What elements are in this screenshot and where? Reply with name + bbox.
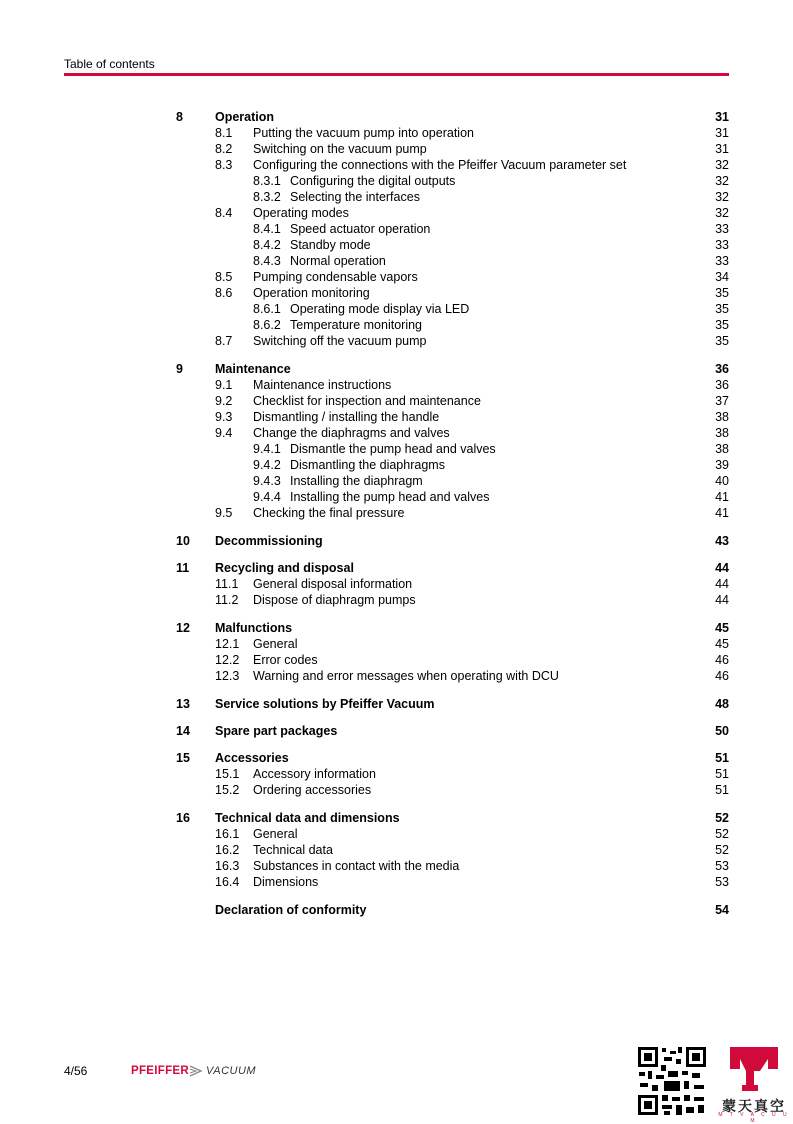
toc-page-number: 38 — [715, 442, 729, 456]
toc-number: 11.1 — [215, 577, 239, 591]
toc-section[interactable] — [0, 269, 793, 285]
toc-number: 8.3 — [215, 158, 233, 172]
toc-number: 8.5 — [215, 270, 233, 284]
toc-chapter[interactable] — [0, 533, 793, 549]
toc-subsection[interactable] — [0, 317, 793, 333]
toc-page-number: 38 — [715, 410, 729, 424]
toc-section[interactable] — [0, 766, 793, 782]
toc-page-number: 32 — [715, 174, 729, 188]
toc-section[interactable] — [0, 858, 793, 874]
toc-page-number: 31 — [715, 126, 729, 140]
toc-title: General — [253, 637, 298, 651]
toc-number: 9.4 — [215, 426, 233, 440]
toc-title: Configuring the digital outputs — [290, 174, 456, 188]
toc-chapter[interactable] — [0, 361, 793, 377]
toc-section[interactable] — [0, 826, 793, 842]
toc-number: 12.2 — [215, 653, 240, 667]
toc-page-number: 33 — [715, 238, 729, 252]
toc-title: Checklist for inspection and maintenance — [253, 394, 481, 408]
brand-suffix: VACUUM — [206, 1065, 257, 1077]
toc-subsection[interactable] — [0, 221, 793, 237]
toc-page-number: 44 — [715, 593, 729, 607]
toc-title: Dimensions — [253, 875, 319, 889]
toc-number: 8.7 — [215, 334, 233, 348]
toc-page-number: 36 — [715, 362, 729, 376]
toc-page-number: 45 — [715, 637, 729, 651]
toc-page-number: 32 — [715, 190, 729, 204]
toc-page-number: 38 — [715, 426, 729, 440]
toc-section[interactable] — [0, 668, 793, 684]
toc-section[interactable] — [0, 636, 793, 652]
toc-section[interactable] — [0, 842, 793, 858]
toc-title: Error codes — [253, 653, 318, 667]
mt-vacuum-name: 蒙天真空 — [722, 1098, 786, 1114]
toc-number: 16.3 — [215, 859, 240, 873]
toc-title: Technical data — [253, 843, 333, 857]
toc-title: Normal operation — [290, 254, 386, 268]
toc-title: Pumping condensable vapors — [253, 270, 418, 284]
toc-number: 12.1 — [215, 637, 240, 651]
toc-title: Spare part packages — [215, 724, 338, 738]
toc-title: Decommissioning — [215, 534, 323, 548]
pfeiffer-logo — [131, 1059, 256, 1083]
toc-page-number: 54 — [715, 903, 729, 917]
toc-chapter[interactable] — [0, 109, 793, 125]
toc-number: 12 — [176, 621, 190, 635]
toc-page-number: 50 — [715, 724, 729, 738]
toc-section[interactable] — [0, 425, 793, 441]
toc-title: General disposal information — [253, 577, 413, 591]
toc-page-number: 35 — [715, 318, 729, 332]
toc-subsection[interactable] — [0, 473, 793, 489]
toc-page-number: 31 — [715, 142, 729, 156]
toc-page-number: 32 — [715, 206, 729, 220]
toc-title: Standby mode — [290, 238, 371, 252]
qr-code-icon — [636, 1045, 708, 1117]
toc-title: Temperature monitoring — [290, 318, 423, 332]
toc-number: 9.4.3 — [253, 474, 281, 488]
toc-section[interactable] — [0, 505, 793, 521]
toc-section[interactable] — [0, 874, 793, 890]
toc-page-number: 45 — [715, 621, 729, 635]
toc-page-number: 52 — [715, 843, 729, 857]
toc-page-number: 51 — [715, 767, 729, 781]
toc-number: 16 — [176, 811, 190, 825]
toc-subsection[interactable] — [0, 457, 793, 473]
toc-title: Substances in contact with the media — [253, 859, 460, 873]
toc-title: Putting the vacuum pump into operation — [253, 126, 474, 140]
toc-title: Switching on the vacuum pump — [253, 142, 427, 156]
toc-title: Maintenance instructions — [253, 378, 392, 392]
toc-subsection[interactable] — [0, 189, 793, 205]
toc-number: 9.4.4 — [253, 490, 281, 504]
toc-number: 11.2 — [215, 593, 239, 607]
brand-name: PFEIFFER — [131, 1065, 189, 1077]
toc-page-number: 46 — [715, 653, 729, 667]
toc-title: Service solutions by Pfeiffer Vacuum — [215, 697, 435, 711]
toc-title: Installing the pump head and valves — [290, 490, 490, 504]
toc-page-number: 52 — [715, 811, 729, 825]
toc-title: Dismantle the pump head and valves — [290, 442, 496, 456]
toc-page-number: 43 — [715, 534, 729, 548]
toc-number: 16.2 — [215, 843, 240, 857]
toc-number: 8 — [176, 110, 183, 124]
toc-subsection[interactable] — [0, 441, 793, 457]
toc-number: 13 — [176, 697, 190, 711]
toc-chapter[interactable] — [0, 810, 793, 826]
toc-page-number: 41 — [715, 506, 729, 520]
toc-page-number: 44 — [715, 577, 729, 591]
toc-subsection[interactable] — [0, 173, 793, 189]
toc-title: Speed actuator operation — [290, 222, 431, 236]
toc-number: 8.6.1 — [253, 302, 281, 316]
toc-chapter[interactable] — [0, 560, 793, 576]
toc-page-number: 53 — [715, 859, 729, 873]
toc-number: 8.2 — [215, 142, 233, 156]
toc-chapter[interactable] — [0, 902, 793, 918]
toc-chapter[interactable] — [0, 723, 793, 739]
toc-page-number: 41 — [715, 490, 729, 504]
toc-page-number: 34 — [715, 270, 729, 284]
toc-title: Dismantling the diaphragms — [290, 458, 445, 472]
toc-number: 9 — [176, 362, 183, 376]
toc-title: Checking the final pressure — [253, 506, 405, 520]
toc-chapter[interactable] — [0, 696, 793, 712]
toc-number: 14 — [176, 724, 190, 738]
toc-page-number: 52 — [715, 827, 729, 841]
toc-title: Declaration of conformity — [215, 903, 367, 917]
toc-title: Accessory information — [253, 767, 376, 781]
toc-section[interactable] — [0, 652, 793, 668]
toc-number: 16.1 — [215, 827, 240, 841]
toc-number: 8.3.2 — [253, 190, 281, 204]
toc-page-number: 39 — [715, 458, 729, 472]
toc-section[interactable] — [0, 592, 793, 608]
toc-number: 9.2 — [215, 394, 233, 408]
toc-number: 15.1 — [215, 767, 240, 781]
toc-page-number: 35 — [715, 286, 729, 300]
mt-vacuum-subtitle: M T V A C U U M — [718, 1112, 790, 1124]
toc-section[interactable] — [0, 141, 793, 157]
toc-page-number: 36 — [715, 378, 729, 392]
toc-number: 8.4.1 — [253, 222, 281, 236]
toc-title: Maintenance — [215, 362, 291, 376]
toc-page-number: 33 — [715, 254, 729, 268]
toc-page-number: 32 — [715, 158, 729, 172]
toc-number: 8.3.1 — [253, 174, 281, 188]
toc-page-number: 44 — [715, 561, 729, 575]
toc-number: 16.4 — [215, 875, 240, 889]
toc-section[interactable] — [0, 377, 793, 393]
toc-page-number: 48 — [715, 697, 729, 711]
toc-title: Configuring the connections with the Pfeiffer Vacuum parameter set — [253, 158, 627, 172]
toc-chapter[interactable] — [0, 750, 793, 766]
toc-page-number: 51 — [715, 751, 729, 765]
toc-number: 8.6.2 — [253, 318, 281, 332]
toc-page-number: 40 — [715, 474, 729, 488]
toc-section[interactable] — [0, 576, 793, 592]
logo-mark-icon — [189, 1064, 203, 1078]
toc-subsection[interactable] — [0, 253, 793, 269]
page-number: 4/56 — [64, 1064, 88, 1078]
toc-title: Dismantling / installing the handle — [253, 410, 440, 424]
toc-title: Accessories — [215, 751, 289, 765]
toc-section[interactable] — [0, 393, 793, 409]
toc-title: Malfunctions — [215, 621, 293, 635]
toc-number: 9.3 — [215, 410, 233, 424]
toc-title: Change the diaphragms and valves — [253, 426, 450, 440]
toc-number: 9.1 — [215, 378, 233, 392]
toc-title: Warning and error messages when operating with DCU — [253, 669, 559, 683]
toc-title: Operating mode display via LED — [290, 302, 470, 316]
toc-number: 9.4.1 — [253, 442, 281, 456]
toc-number: 15 — [176, 751, 190, 765]
toc-title: General — [253, 827, 298, 841]
toc-number: 11 — [176, 561, 190, 575]
toc-subsection[interactable] — [0, 237, 793, 253]
toc-number: 8.1 — [215, 126, 233, 140]
toc-page-number: 46 — [715, 669, 729, 683]
toc-title: Ordering accessories — [253, 783, 372, 797]
toc-page-number: 31 — [715, 110, 729, 124]
toc-number: 9.5 — [215, 506, 233, 520]
toc-section[interactable] — [0, 782, 793, 798]
toc-number: 8.4.3 — [253, 254, 281, 268]
toc-section[interactable] — [0, 285, 793, 301]
page-header-title: Table of contents — [64, 57, 155, 71]
toc-section[interactable] — [0, 157, 793, 173]
toc-number: 10 — [176, 534, 190, 548]
toc-title: Recycling and disposal — [215, 561, 354, 575]
toc-title: Switching off the vacuum pump — [253, 334, 427, 348]
toc-number: 8.4.2 — [253, 238, 281, 252]
toc-title: Operating modes — [253, 206, 349, 220]
toc-section[interactable] — [0, 333, 793, 349]
toc-title: Selecting the interfaces — [290, 190, 420, 204]
toc-chapter[interactable] — [0, 620, 793, 636]
toc-subsection[interactable] — [0, 301, 793, 317]
toc-title: Dispose of diaphragm pumps — [253, 593, 416, 607]
toc-title: Operation — [215, 110, 275, 124]
toc-number: 12.3 — [215, 669, 240, 683]
toc-section[interactable] — [0, 409, 793, 425]
toc-section[interactable] — [0, 205, 793, 221]
toc-number: 15.2 — [215, 783, 240, 797]
toc-title: Installing the diaphragm — [290, 474, 423, 488]
toc-title: Technical data and dimensions — [215, 811, 400, 825]
toc-title: Operation monitoring — [253, 286, 370, 300]
toc-number: 8.6 — [215, 286, 233, 300]
toc-page-number: 35 — [715, 334, 729, 348]
toc-section[interactable] — [0, 125, 793, 141]
toc-subsection[interactable] — [0, 489, 793, 505]
toc-page-number: 35 — [715, 302, 729, 316]
toc-page-number: 33 — [715, 222, 729, 236]
toc-number: 9.4.2 — [253, 458, 281, 472]
toc-page-number: 37 — [715, 394, 729, 408]
toc-number: 8.4 — [215, 206, 233, 220]
toc-page-number: 53 — [715, 875, 729, 889]
toc-page-number: 51 — [715, 783, 729, 797]
